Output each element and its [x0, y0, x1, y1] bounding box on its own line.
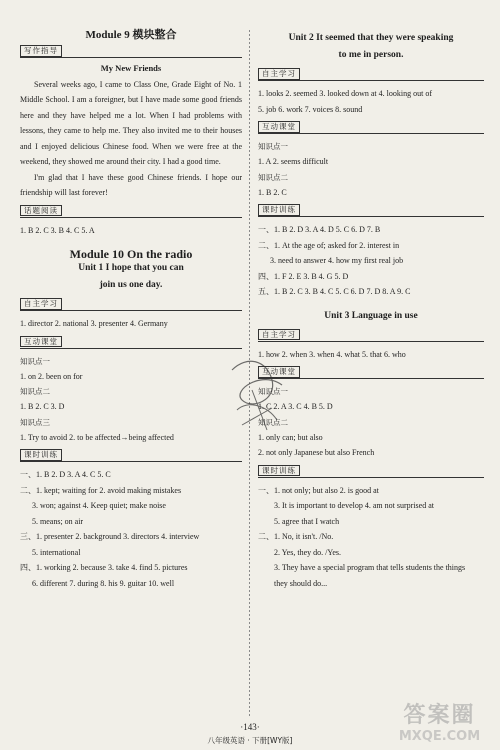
unit2-title-line1: Unit 2 It seemed that they were speaking — [288, 33, 454, 43]
section-tag-interact: 互动课堂 — [20, 336, 62, 348]
training-part2-line1: 二、1. At the age of; asked for 2. interest in — [258, 240, 400, 250]
reading-answers: 1. B 2. C 3. B 4. C 5. A — [20, 225, 95, 235]
training-part2-line1: 二、1. kept; waiting for 2. avoid making mistakes — [20, 485, 182, 495]
tag-row — [258, 204, 484, 217]
kp2-answers: 1. B 2. C — [258, 187, 287, 197]
knowledge-point-2b: 知识点二 — [258, 417, 288, 427]
u3-training-line6: 3. They have a special program that tells students the things — [274, 563, 466, 572]
u3-training-line1: 一、1. not only; but also 2. is good at — [258, 485, 379, 495]
module10-title: Module 10 On the radio — [69, 247, 193, 261]
u3-training-line2: 3. It is important to develop 4. am not surprised at — [274, 501, 434, 510]
training-part4-line2: 6. different 7. during 8. his 9. guitar 10. well — [32, 578, 175, 588]
right-column — [258, 30, 484, 591]
kp3-answers: 1. Try to avoid 2. to be affected→being affected — [20, 432, 174, 442]
training-part2-line2: 3. won; against 4. Keep quiet; make noise — [32, 501, 166, 510]
tag-row — [258, 465, 484, 478]
watermark-line2: MXQE.COM — [398, 729, 481, 744]
unit2-title-line2: to me in person. — [338, 50, 404, 60]
tag-row — [258, 121, 484, 134]
essay-paragraph-2: I'm glad that I have these good Chinese friends. I hope our friendship will last forever! — [20, 172, 242, 197]
training-part4-line1: 四、1. working 2. because 3. take 4. find 5. pictures — [20, 563, 188, 572]
knowledge-point-2: 知识点二 — [20, 387, 50, 396]
kp2b-answer-2: 2. not only Japanese but also French — [258, 448, 375, 457]
knowledge-point-2: 知识点二 — [258, 172, 288, 182]
tag-row — [20, 449, 242, 462]
training-part5: 五、1. B 2. C 3. B 4. C 5. C 6. D 7. D 8. A 9. C — [258, 287, 411, 296]
u3-training-line3: 5. agree that I watch — [274, 516, 340, 526]
section-tag-reading: 话题阅读 — [20, 205, 62, 217]
tag-row — [20, 298, 242, 311]
unit3-selfstudy-answers: 1. how 2. when 3. when 4. what 5. that 6. who — [258, 349, 406, 359]
kp1-answers: 1. on 2. been on for — [20, 371, 83, 381]
essay-title: My New Friends — [100, 63, 162, 73]
section-tag-selfstudy-2: 自主学习 — [258, 329, 300, 341]
unit3-title: Unit 3 Language in use — [324, 310, 418, 321]
section-tag-selfstudy: 自主学习 — [20, 298, 62, 310]
selfstudy-line1: 1. looks 2. seemed 3. looked down at 4. looking out of — [258, 89, 432, 98]
section-tag-interact-2: 互动课堂 — [258, 366, 300, 378]
training-part1: 一、1. B 2. D 3. A 4. D 5. C 6. D 7. B — [258, 225, 381, 234]
module9-title: Module 9 模块整合 — [85, 29, 177, 41]
training-part2-line2: 3. need to answer 4. how my first real job — [270, 256, 404, 265]
tag-row — [20, 336, 242, 349]
section-tag-training: 课时训练 — [20, 449, 62, 461]
tag-row — [20, 205, 242, 218]
u3-training-line4: 二、1. No, it isn't. /No. — [258, 532, 334, 541]
unit1-title-line2: join us one day. — [99, 280, 163, 290]
tag-row — [258, 68, 484, 81]
tag-row — [20, 45, 242, 58]
handwritten-stamp-icon — [222, 350, 292, 440]
selfstudy-line2: 5. job 6. work 7. voices 8. sound — [258, 104, 363, 114]
left-column — [20, 30, 242, 591]
essay-paragraph-1: Several weeks ago, I came to Class One, Grade Eight of No. 1 Middle School. I am a foreigner, but I have made some good friends here and they have helped me a lot. When I had problems with lessons, they came to help me. They also invited me to their houses and I enjoyed delicious Chinese food. When we were free at the weekend, they showed me around their city. I had a good time. — [20, 79, 242, 166]
watermark-line1: 答案圈 — [403, 703, 476, 728]
book-title: 八年级英语 · 下册[WY版] — [207, 736, 293, 745]
kp1-answers: 1. A 2. seems difficult — [258, 157, 329, 166]
training-part4: 四、1. F 2. E 3. B 4. G 5. D — [258, 271, 349, 281]
kp2b-answer-1: 1. only can; but also — [258, 432, 323, 442]
training-part1: 一、1. B 2. D 3. A 4. C 5. C — [20, 470, 111, 479]
u3-training-line5: 2. Yes, they do. /Yes. — [274, 547, 341, 557]
kp1b-answers: 1. C 2. A 3. C 4. B 5. D — [258, 402, 333, 411]
section-tag-training-2: 课时训练 — [258, 465, 300, 477]
page-number: ·143· — [240, 722, 260, 732]
kp2-answers: 1. B 2. C 3. D — [20, 402, 65, 411]
tag-row — [258, 329, 484, 342]
training-part3-line2: 5. international — [32, 547, 81, 557]
training-part2-line3: 5. means; on air — [32, 516, 84, 526]
section-tag-selfstudy: 自主学习 — [258, 68, 300, 80]
knowledge-point-1: 知识点一 — [258, 142, 288, 151]
site-watermark — [387, 698, 492, 744]
unit1-title-line1: Unit 1 I hope that you can — [78, 263, 184, 273]
section-tag-interact: 互动课堂 — [258, 121, 300, 133]
knowledge-point-1: 知识点一 — [20, 356, 50, 366]
knowledge-point-1b: 知识点一 — [258, 387, 288, 396]
u3-training-line7: they should do... — [274, 578, 328, 588]
selfstudy-answers: 1. director 2. national 3. presenter 4. Germany — [20, 319, 168, 328]
section-tag-writing: 写作指导 — [20, 45, 62, 57]
training-part3-line1: 三、1. presenter 2. background 3. directors 4. interview — [20, 532, 200, 541]
knowledge-point-3: 知识点三 — [20, 417, 50, 427]
section-tag-training: 课时训练 — [258, 204, 300, 216]
